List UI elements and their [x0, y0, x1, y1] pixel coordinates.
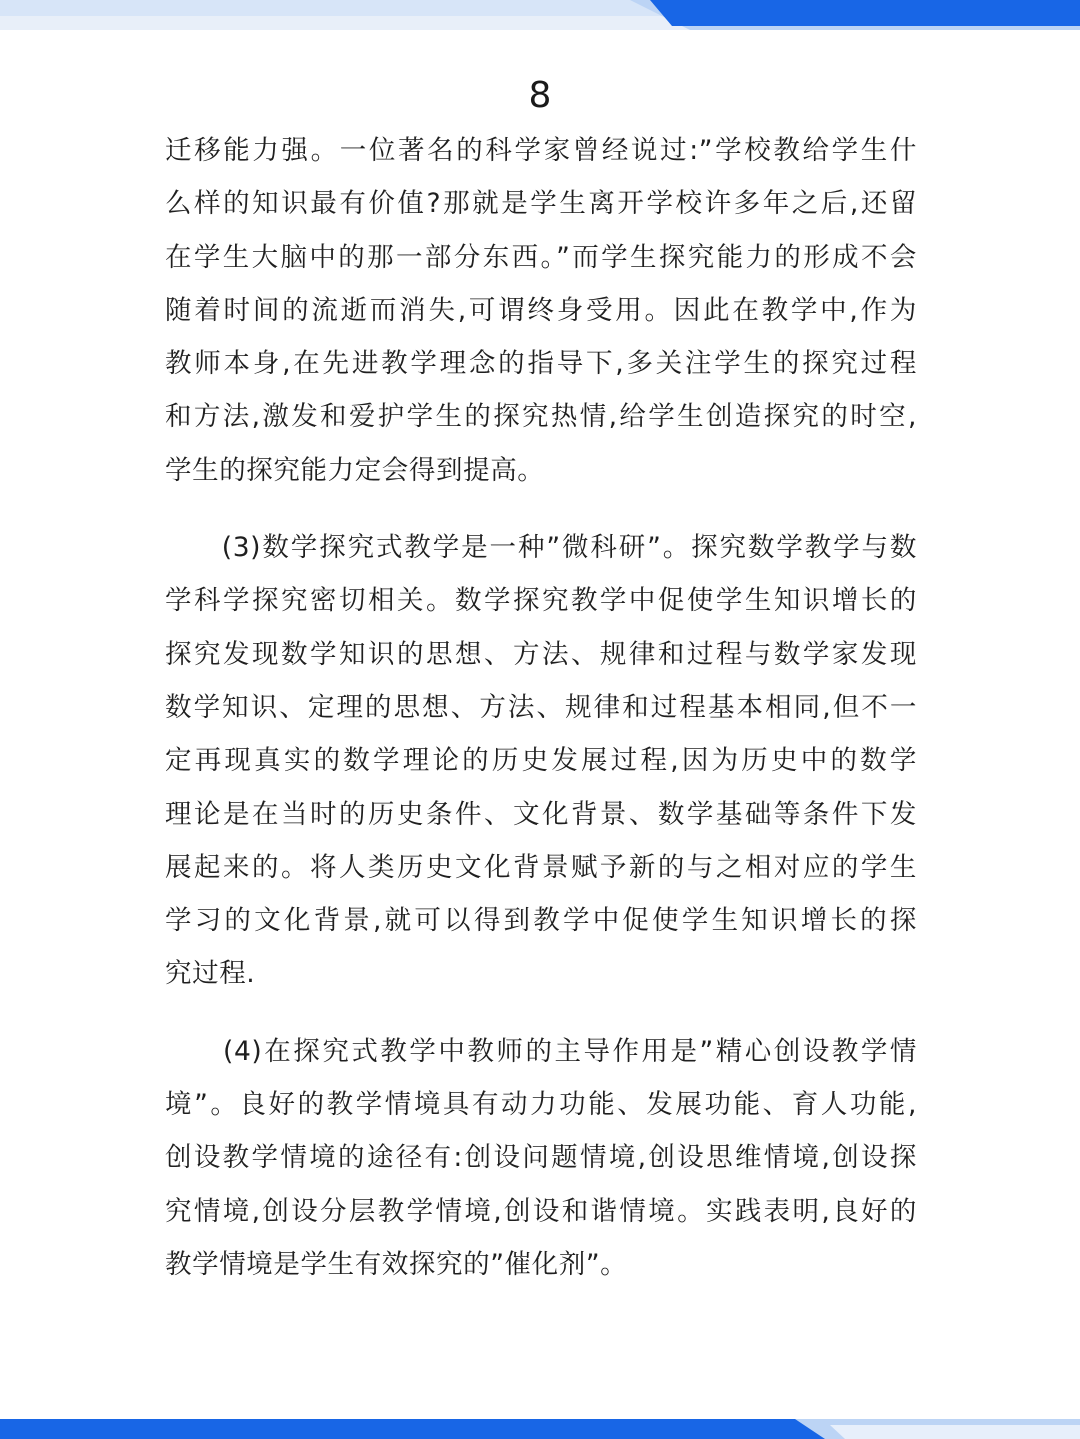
text-line: 定再现真实的数学理论的历史发展过程,因为历史中的数学: [165, 745, 917, 777]
text-line: 学生的探究能力定会得到提高。: [165, 454, 545, 486]
paragraph-1: [165, 124, 917, 497]
text-line: 教学情境是学生有效探究的”催化剂”。: [165, 1248, 628, 1280]
text-line: 究过程.: [165, 958, 256, 990]
page-number: 8: [528, 75, 552, 116]
text-line: 和方法,激发和爱护学生的探究热情,给学生创造探究的时空,: [165, 401, 917, 433]
paragraph-2: [165, 521, 917, 1001]
text-line: 探究发现数学知识的思想、方法、规律和过程与数学家发现: [165, 638, 917, 670]
top-decorative-band: [0, 0, 1080, 44]
text-line: 理论是在当时的历史条件、文化背景、数学基础等条件下发: [165, 798, 917, 830]
text-line: 究情境,创设分层教学情境,创设和谐情境。实践表明,良好的: [165, 1195, 917, 1227]
text-line: 学习的文化背景,就可以得到教学中促使学生知识增长的探: [165, 905, 917, 937]
document-body: [165, 124, 917, 1291]
text-line: 教师本身,在先进教学理念的指导下,多关注学生的探究过程: [165, 348, 917, 380]
text-line: 学科学探究密切相关。数学探究教学中促使学生知识增长的: [165, 585, 917, 617]
text-line: 在学生大脑中的那一部分东西。”而学生探究能力的形成不会: [165, 241, 917, 273]
text-line: 么样的知识最有价值?那就是学生离开学校许多年之后,还留: [165, 188, 917, 220]
text-line: 展起来的。将人类历史文化背景赋予新的与之相对应的学生: [165, 851, 917, 883]
paragraph-3: [165, 1025, 917, 1291]
text-line: (3)数学探究式教学是一种”微科研”。探究数学教学与数: [165, 532, 917, 564]
text-line: (4)在探究式教学中教师的主导作用是”精心创设教学情: [165, 1035, 917, 1067]
bottom-decorative-band: [0, 1409, 1080, 1439]
text-line: 境”。良好的教学情境具有动力功能、发展功能、育人功能,: [165, 1089, 917, 1121]
text-line: 迁移能力强。一位著名的科学家曾经说过:”学校教给学生什: [165, 135, 917, 166]
text-line: 创设教学情境的途径有:创设问题情境,创设思维情境,创设探: [165, 1142, 917, 1174]
text-line: 随着时间的流逝而消失,可谓终身受用。因此在教学中,作为: [165, 294, 917, 326]
text-line: 数学知识、定理的思想、方法、规律和过程基本相同,但不一: [165, 691, 917, 723]
